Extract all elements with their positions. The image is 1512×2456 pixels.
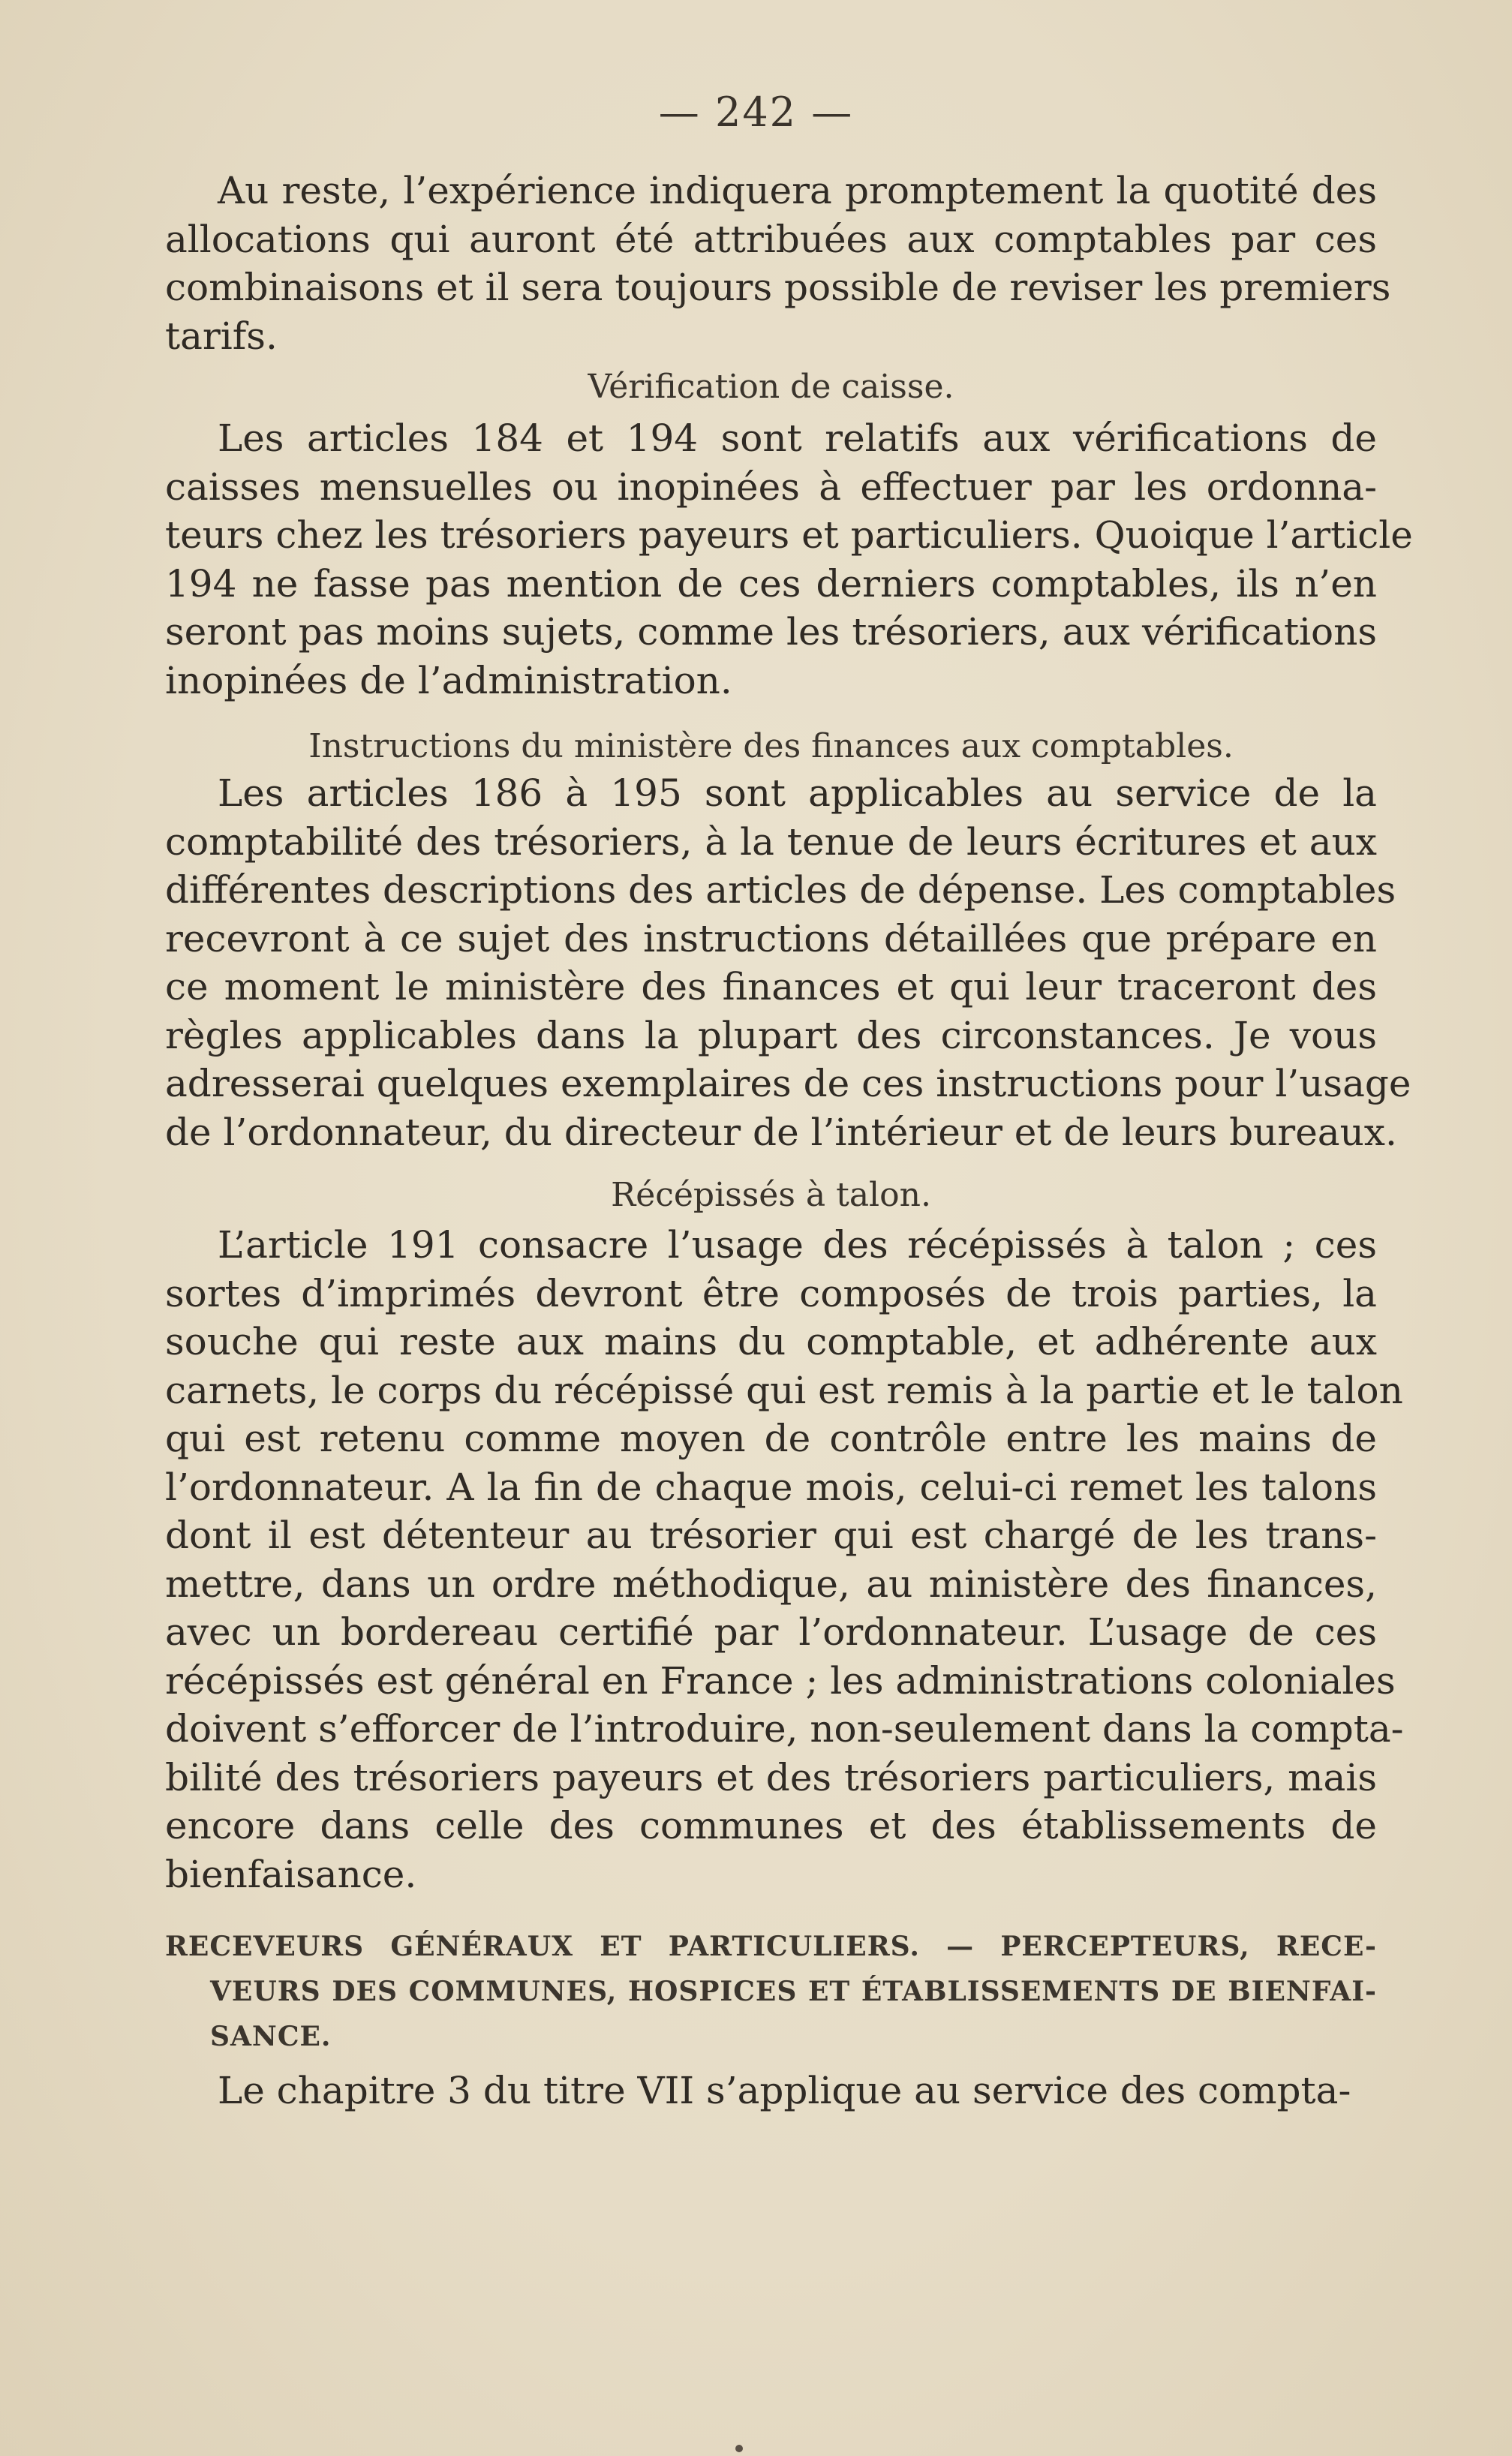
page-number: — 242 —	[658, 89, 854, 136]
paragraph-allocations	[165, 167, 1391, 360]
text-line: inopinées de l’administration.	[165, 658, 732, 702]
text-line: Le chapitre 3 du titre VII s’applique au service des compta-	[218, 2069, 1351, 2112]
text-line: souche qui reste aux mains du comptable, et adhérente aux	[165, 1320, 1377, 1363]
text-line: seront pas moins sujets, comme les trésoriers, aux vérifications	[165, 610, 1377, 654]
text-line: bienfaisance.	[165, 1852, 417, 1896]
text-line: bilité des trésoriers payeurs et des trésoriers particuliers, mais	[165, 1755, 1377, 1799]
section-heading-recepisses: Récépissés à talon.	[611, 1176, 931, 1214]
text-line: sortes d’imprimés devront être composés de trois parties, la	[165, 1271, 1377, 1315]
text-line: l’ordonnateur. A la fin de chaque mois, celui-ci remet les talons	[165, 1465, 1377, 1509]
text-line: L’article 191 consacre l’usage des récépissés à talon ; ces	[218, 1223, 1377, 1267]
text-line: règles applicables dans la plupart des circonstances. Je vous	[165, 1013, 1377, 1057]
text-line: recevront à ce sujet des instructions détaillées que prépare en	[165, 916, 1377, 960]
text-line: avec un bordereau certifié par l’ordonnateur. L’usage de ces	[165, 1610, 1377, 1654]
paragraph-chapitre	[165, 2067, 1377, 2115]
paragraph-verification	[165, 414, 1413, 705]
text-line: carnets, le corps du récépissé qui est remis à la partie et le talon	[165, 1368, 1403, 1412]
section-heading-receveurs	[165, 1924, 1377, 2059]
text-line: Au reste, l’expérience indiquera promptement la quotité des	[218, 169, 1377, 212]
text-line: doivent s’efforcer de l’introduire, non-seulement dans la compta-	[165, 1707, 1404, 1751]
text-line: allocations qui auront été attribuées aux comptables par ces	[165, 217, 1377, 261]
text-line: mettre, dans un ordre méthodique, au ministère des finances,	[165, 1562, 1377, 1606]
text-line: tarifs.	[165, 314, 278, 358]
text-line: combinaisons et il sera toujours possible de reviser les premiers	[165, 266, 1391, 309]
heading-line: RECEVEURS GÉNÉRAUX ET PARTICULIERS. — PERCEPTEURS, RECE-	[165, 1931, 1377, 1962]
heading-line: SANCE.	[210, 2021, 332, 2052]
paragraph-instructions	[165, 769, 1411, 1156]
text-line: récépissés est général en France ; les administrations coloniales	[165, 1658, 1396, 1703]
text-line: Les articles 184 et 194 sont relatifs aux vérifications de	[218, 416, 1377, 460]
text-line: ce moment le ministère des finances et qui leur traceront des	[165, 965, 1377, 1009]
text-line: différentes descriptions des articles de dépense. Les comptables	[165, 868, 1396, 912]
text-line: teurs chez les trésoriers payeurs et particuliers. Quoique l’article	[165, 513, 1413, 557]
text-line: comptabilité des trésoriers, à la tenue de leurs écritures et aux	[165, 819, 1377, 864]
section-heading-instructions: Instructions du ministère des finances aux comptables.	[308, 727, 1234, 765]
text-line: dont il est détenteur au trésorier qui est chargé de les trans-	[165, 1514, 1377, 1557]
text-line: Les articles 186 à 195 sont applicables au service de la	[218, 771, 1377, 815]
section-heading-verification: Vérification de caisse.	[588, 368, 954, 406]
text-line: de l’ordonnateur, du directeur de l’intérieur et de leurs bureaux.	[165, 1110, 1397, 1154]
text-line: caisses mensuelles ou inopinées à effectuer par les ordonna-	[165, 464, 1377, 509]
text-line: 194 ne fasse pas mention de ces derniers comptables, ils n’en	[165, 561, 1377, 606]
text-line: qui est retenu comme moyen de contrôle entre les mains de	[165, 1417, 1377, 1460]
page-body	[165, 167, 1413, 2115]
heading-line: VEURS DES COMMUNES, HOSPICES ET ÉTABLISSEMENTS DE BIENFAI-	[210, 1976, 1377, 2007]
text-line: encore dans celle des communes et des établissements de	[165, 1804, 1377, 1847]
text-line: adresserai quelques exemplaires de ces instructions pour l’usage	[165, 1062, 1411, 1105]
paragraph-recepisses	[165, 1221, 1404, 1898]
ink-speck	[735, 2445, 743, 2452]
